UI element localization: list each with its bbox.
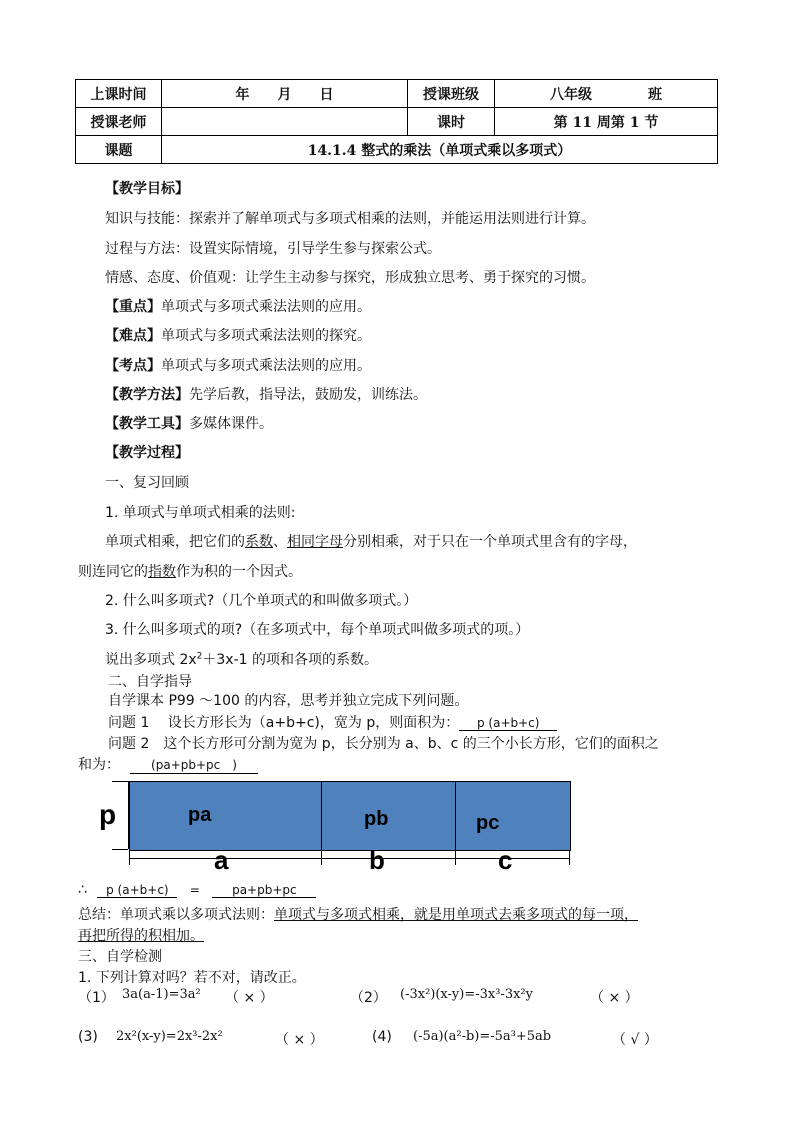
length-label-a: a	[214, 845, 229, 875]
exam-label: 【考点】	[105, 358, 161, 374]
method-line	[105, 384, 427, 404]
check-item-2-expr: (-3x²)(x-y)=-3x³-3x²y	[400, 987, 533, 1002]
check-item-1-no: （1）	[78, 990, 115, 1006]
width-tick-bottom	[112, 849, 128, 850]
check-item-1-mark: （ × ）	[225, 990, 274, 1006]
rule-same-letters: 相同字母	[287, 534, 343, 550]
label-period: 课时	[408, 108, 495, 136]
value-class: 八年级 班	[495, 80, 718, 108]
length-tick-1	[321, 850, 322, 865]
label-teacher: 授课老师	[76, 108, 162, 136]
review-title: 一、复习回顾	[105, 475, 189, 491]
guide-intro: 自学课本 P99 ～100 的内容，思考并独立完成下列问题。	[108, 693, 469, 709]
value-class-time: 年 月 日	[162, 80, 408, 108]
rect-pa	[129, 781, 322, 851]
q4-text-a: 说出多项式 2x	[105, 652, 197, 668]
length-tick-2	[455, 850, 456, 865]
check-item-2-mark: （ × ）	[590, 990, 639, 1006]
exam-text: 单项式与多项式乘法法则的应用。	[161, 358, 371, 374]
check-item-3-expr: 2x²(x-y)=2x³-2x²	[116, 1029, 223, 1044]
summary-rule-1: 单项式与多项式相乘，就是用单项式去乘多项式的每一项，	[274, 907, 638, 923]
length-label-c: c	[498, 845, 513, 875]
conclusion-equation	[78, 882, 316, 898]
therefore-symbol: ∴	[78, 882, 87, 898]
focus-line	[105, 296, 371, 316]
length-tick-0	[129, 850, 130, 865]
rect-pb-label: pb	[364, 808, 389, 830]
rule-text-d: 则连同它的	[78, 564, 148, 580]
check-item-4-no: (4)	[372, 1029, 392, 1045]
rect-pb	[321, 781, 456, 851]
value-topic: 14.1.4 整式的乘法（单项式乘以多项式）	[162, 136, 718, 164]
rule-exponent: 指数	[148, 564, 176, 580]
check-item-3-no: (3)	[78, 1029, 98, 1045]
check-title: 三、自学检测	[78, 949, 162, 965]
review-q2: 2. 什么叫多项式?（几个单项式的和叫做多项式。）	[105, 593, 418, 609]
check-item-4-expr: (-5a)(a²-b)=-5a³+5ab	[413, 1029, 552, 1044]
check-item-4-mark: （ √ ）	[612, 1032, 658, 1048]
difficulty-text: 单项式与多项式乘法法则的探究。	[161, 328, 371, 344]
value-period: 第 11 周第 1 节	[495, 108, 718, 136]
check-question: 1. 下列计算对吗？若不对，请改正。	[78, 970, 306, 986]
rule-text-b: 、	[273, 534, 287, 550]
tool-line	[105, 413, 273, 433]
focus-text: 单项式与多项式乘法法则的应用。	[161, 299, 371, 315]
tool-text: 多媒体课件。	[189, 416, 273, 432]
method-text: 先学后教，指导法，鼓励发，训练法。	[189, 387, 427, 403]
q4-superscript: 2	[196, 651, 203, 662]
goals-heading: 【教学目标】	[105, 181, 189, 197]
guide-problem1	[108, 712, 557, 732]
rule-text-e: 作为积的一个因式。	[176, 564, 302, 580]
equals-sign: =	[189, 883, 200, 897]
guide-problem2-cont	[78, 754, 258, 774]
length-tick-3	[569, 850, 570, 865]
process-heading: 【教学过程】	[105, 445, 189, 461]
goal-knowledge: 知识与技能：探索并了解单项式与多项式相乘的法则，并能运用法则进行计算。	[105, 211, 595, 227]
problem1-answer: p (a+b+c)	[459, 716, 557, 731]
length-label-b: b	[369, 845, 385, 875]
summary-label: 总结：单项式乘以多项式法则：	[78, 907, 274, 923]
guide-problem2: 问题 2 这个长方形可分割为宽为 p，长分别为 a、b、c 的三个小长方形，它们的面积之	[108, 736, 659, 752]
conclusion-rhs: pa+pb+pc	[212, 883, 316, 898]
rule-text-a: 单项式相乘，把它们的	[105, 534, 245, 550]
review-q1: 1. 单项式与单项式相乘的法则:	[105, 505, 296, 521]
difficulty-line	[105, 325, 371, 345]
problem2-answer: (pa+pb+pc )	[130, 756, 258, 774]
rule-coef: 系数	[245, 534, 273, 550]
review-rule-line2	[78, 561, 302, 581]
width-label-p: p	[99, 799, 117, 830]
difficulty-label: 【难点】	[105, 328, 161, 344]
problem1-text: 问题 1 设长方形长为（a+b+c)，宽为 p，则面积为：	[108, 715, 460, 731]
exam-line	[105, 355, 371, 375]
check-item-3-mark: （ × ）	[275, 1032, 324, 1048]
width-tick-top	[112, 781, 128, 782]
goal-emotion: 情感、态度、价值观：让学生主动参与探究，形成独立思考、勇于探究的习惯。	[105, 270, 595, 286]
focus-label: 【重点】	[105, 299, 161, 315]
summary-line1	[78, 904, 638, 924]
method-label: 【教学方法】	[105, 387, 189, 403]
goal-process: 过程与方法：设置实际情境，引导学生参与探索公式。	[105, 241, 441, 257]
summary-rule-2: 再把所得的积相加。	[78, 928, 204, 944]
label-class-time: 上课时间	[76, 80, 162, 108]
check-item-1-expr: 3a(a-1)=3a²	[122, 987, 201, 1002]
review-q3: 3. 什么叫多项式的项?（在多项式中，每个单项式叫做多项式的项。）	[105, 622, 530, 638]
review-rule-line1	[105, 531, 637, 551]
conclusion-lhs: p (a+b+c)	[97, 883, 177, 898]
guide-title: 二、自学指导	[108, 674, 192, 690]
tool-label: 【教学工具】	[105, 416, 189, 432]
rule-text-c: 分别相乘，对于只在一个单项式里含有的字母，	[343, 534, 637, 550]
rect-pa-label: pa	[188, 804, 212, 826]
check-item-2-no: （2）	[350, 990, 387, 1006]
label-class: 授课班级	[408, 80, 495, 108]
label-topic: 课题	[76, 136, 162, 164]
summary-line2	[78, 925, 204, 945]
rect-pc-label: pc	[476, 812, 500, 834]
review-q4	[105, 649, 378, 669]
problem2-text-b: 和为：	[78, 757, 120, 773]
rect-pc	[455, 781, 571, 851]
lesson-header-table	[75, 79, 718, 164]
q4-text-b: ＋3x-1 的项和各项的系数。	[202, 652, 378, 668]
value-teacher	[162, 108, 408, 136]
